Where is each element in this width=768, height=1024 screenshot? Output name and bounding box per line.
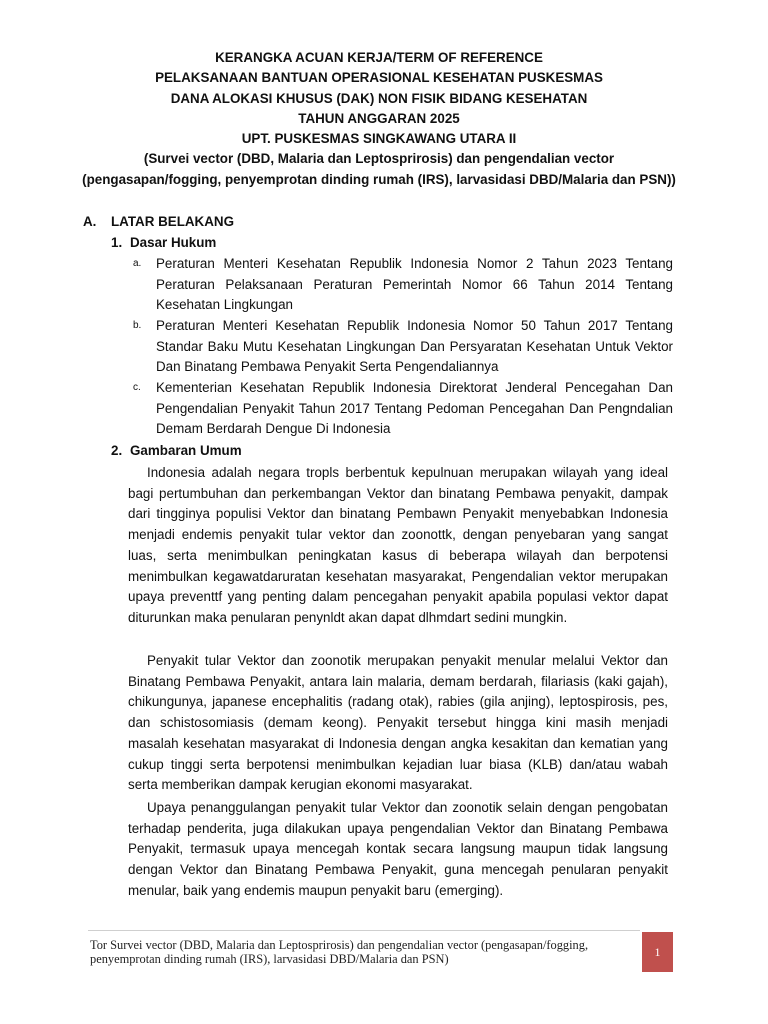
title-line: UPT. PUSKESMAS SINGKAWANG UTARA II [241,131,517,147]
list-marker: c. [133,382,141,393]
list-marker: b. [133,320,142,331]
page-footer: Tor Survei vector (DBD, Malaria dan Leptosprirosis) dan pengendalian vector (pengasapan/fogging, penyemprotan dinding rumah (IRS), larvasidasi DBD/Malaria dan PSN) [90,938,589,967]
list-item-text: Kementerian Kesehatan Republik Indonesia Direktorat Jenderal Pencegahan Dan Pengendalian Penyakit Tahun 2017 Tentang Pedoman Pencegahan Dan Pengndalian Demam Berdarah Dengue Di Indonesia [156,380,673,437]
document-title-block [80,48,678,190]
section-heading-a [83,212,234,232]
title-line: (Survei vector (DBD, Malaria dan Leptosprirosis) dan pengendalian vector [143,151,615,167]
section-title: LATAR BELAKANG [111,214,234,229]
list-item [133,254,673,316]
subsection-number: 1. [111,235,123,250]
subsection-heading-dasar-hukum [111,233,216,253]
body-paragraph: Indonesia adalah negara tropls berbentuk kepulnuan merupakan wilayah yang ideal bagi pertumbuhan dan perkembangan Vektor dan binatang Pembawa penyakit, dampak dari tingginya populisi Vektor dan binatang Pembawn Penyakit menyebabkan Indonesia menjadi endemis penyakit tular vektor dan zoonottk, dengan penyebaran yang sangat luas, serta menimbulkan peningkatan kasus di beberapa wilayah dan berpotensi menimbulkan kegawatdaruratan kesehatan masyarakat, Pengendalian vektor merupakan upaya preventtf yang penting dalam pencegahan penyakit apabila populasi vektor dapat diturunkan maka penularan penynldt akan dapat dlhmdart sedini mungkin. [128,465,668,625]
title-line: PELAKSANAAN BANTUAN OPERASIONAL KESEHATAN PUSKESMAS [155,70,603,86]
title-line: (pengasapan/fogging, penyemprotan dinding rumah (IRS), larvasidasi DBD/Malaria dan PSN)) [82,171,676,187]
list-item [133,378,673,440]
title-line: TAHUN ANGGARAN 2025 [298,110,460,126]
section-label: A. [83,214,97,229]
title-line: KERANGKA ACUAN KERJA/TERM OF REFERENCE [215,50,543,65]
subsection-title: Dasar Hukum [130,235,217,250]
body-paragraph: Upaya penanggulangan penyakit tular Vektor dan zoonotik selain dengan pengobatan terhadap penderita, juga dilakukan upaya pengendalian Vektor dan Binatang Pembawa Penyakit, termasuk upaya mencegah kontak secara langsung maupun tidak langsung dengan Vektor dan Binatang Pembawa Penyakit, guna mencegah penularan penyakit menular, baik yang endemis maupun penyakit baru (emerging). [128,800,668,898]
title-line: DANA ALOKASI KHUSUS (DAK) NON FISIK BIDANG KESEHATAN [170,90,588,106]
subsection-title: Gambaran Umum [130,443,242,458]
subsection-heading-gambaran-umum [111,441,242,461]
page-number-badge: 1 [642,932,673,972]
subsection-number: 2. [111,443,123,458]
list-marker: a. [133,258,142,269]
body-paragraph: Penyakit tular Vektor dan zoonotik merupakan penyakit menular melalui Vektor dan Binatang Pembawa Penyakit, antara lain malaria, demam berdarah, filariasis (kaki gajah), chikungunya, japanese encephalitis (radang otak), rabies (gila anjing), leptospirosis, pes, dan schistosomiasis (demam keong). Penyakit tersebut hingga kini masih menjadi masalah kesehatan masyarakat di Indonesia dengan angka kesakitan dan kematian yang cukup tinggi serta berpotensi menimbulkan kejadian luar biasa (KLB) dan/atau wabah serta memberikan dampak kerugian ekonomi masyarakat. [128,653,668,793]
list-item [133,316,673,378]
footer-divider [88,930,640,931]
list-item-text: Peraturan Menteri Kesehatan Republik Indonesia Nomor 2 Tahun 2023 Tentang Peraturan Pelaksanaan Peraturan Pemerintah Nomor 66 Tahun 2014 Tentang Kesehatan Lingkungan [156,256,673,313]
list-item-text: Peraturan Menteri Kesehatan Republik Indonesia Nomor 50 Tahun 2017 Tentang Standar Baku Mutu Kesehatan Lingkungan Dan Persyaratan Kesehatan Untuk Vektor Dan Binatang Pembawa Penyakit Serta Pengendaliannya [156,318,673,375]
